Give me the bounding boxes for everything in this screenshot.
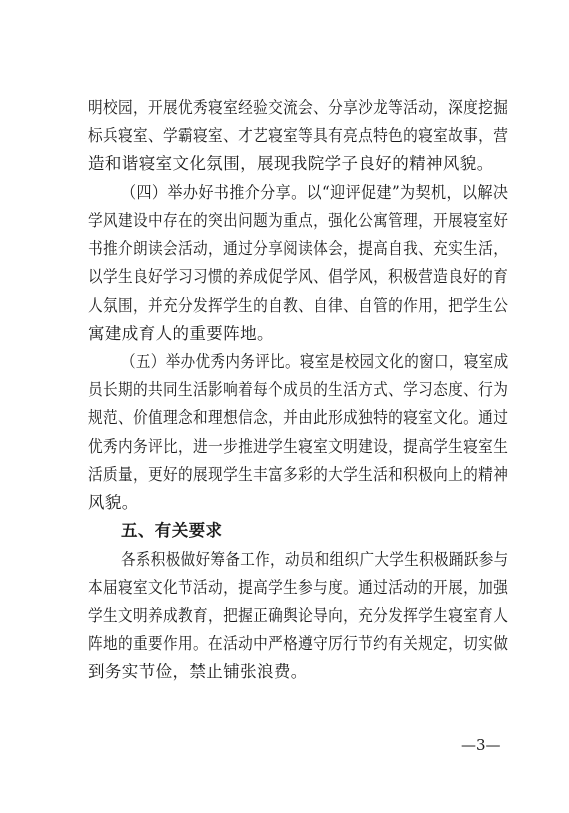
paragraph-line: 造和谐寝室文化氛围，展现我院学子良好的精神风貌。 <box>88 154 494 174</box>
paragraph-line: 标兵寝室、学霸寝室、才艺寝室等具有亮点特色的寝室故事，营 <box>88 126 509 146</box>
paragraph-line: 阵地的重要作用。在活动中严格遵守厉行节约有关规定，切实做 <box>88 634 509 654</box>
paragraph-line: 风貌。 <box>88 493 139 513</box>
paragraph-line: 规范、价值理念和理想信念，并由此形成独特的寝室文化。通过 <box>88 408 509 428</box>
section-heading: 五、有关要求 <box>121 521 223 541</box>
paragraph-line: 各系积极做好筹备工作，动员和组织广大学生积极踊跃参与 <box>121 549 509 569</box>
paragraph-line: 学风建设中存在的突出问题为重点，强化公寓管理，开展寝室好 <box>88 210 509 230</box>
paragraph-line: 员长期的共同生活影响着每个成员的生活方式、学习态度、行为 <box>88 380 509 400</box>
paragraph-line: 到务实节俭，禁止铺张浪费。 <box>88 662 308 682</box>
paragraph-line: （五）举办优秀内务评比。寝室是校园文化的窗口，寝室成 <box>121 351 509 371</box>
paragraph-line: 书推介朗读会活动，通过分享阅读体会，提高自我、充实生活， <box>88 239 509 259</box>
paragraph-line: 人氛围，并充分发挥学生的自教、自律、自管的作用，把学生公 <box>88 295 509 315</box>
page-number: —3— <box>461 736 501 754</box>
paragraph-line: 寓建成育人的重要阵地。 <box>88 323 274 343</box>
paragraph-line: 活质量，更好的展现学生丰富多彩的大学生活和积极向上的精神 <box>88 464 509 484</box>
paragraph-line: 明校园，开展优秀寝室经验交流会、分享沙龙等活动，深度挖掘 <box>88 98 509 117</box>
paragraph-line: 优秀内务评比，进一步推进学生寝室文明建设，提高学生寝室生 <box>88 436 509 456</box>
paragraph-line: 学生文明养成教育，把握正确舆论导向，充分发挥学生寝室育人 <box>88 605 509 625</box>
paragraph-line: 以学生良好学习习惯的养成促学风、倡学风，积极营造良好的育 <box>88 267 509 287</box>
paragraph-line: （四）举办好书推介分享。以“迎评促建”为契机，以解决 <box>121 182 509 202</box>
paragraph-line: 本届寝室文化节活动，提高学生参与度。通过活动的开展，加强 <box>88 577 509 597</box>
